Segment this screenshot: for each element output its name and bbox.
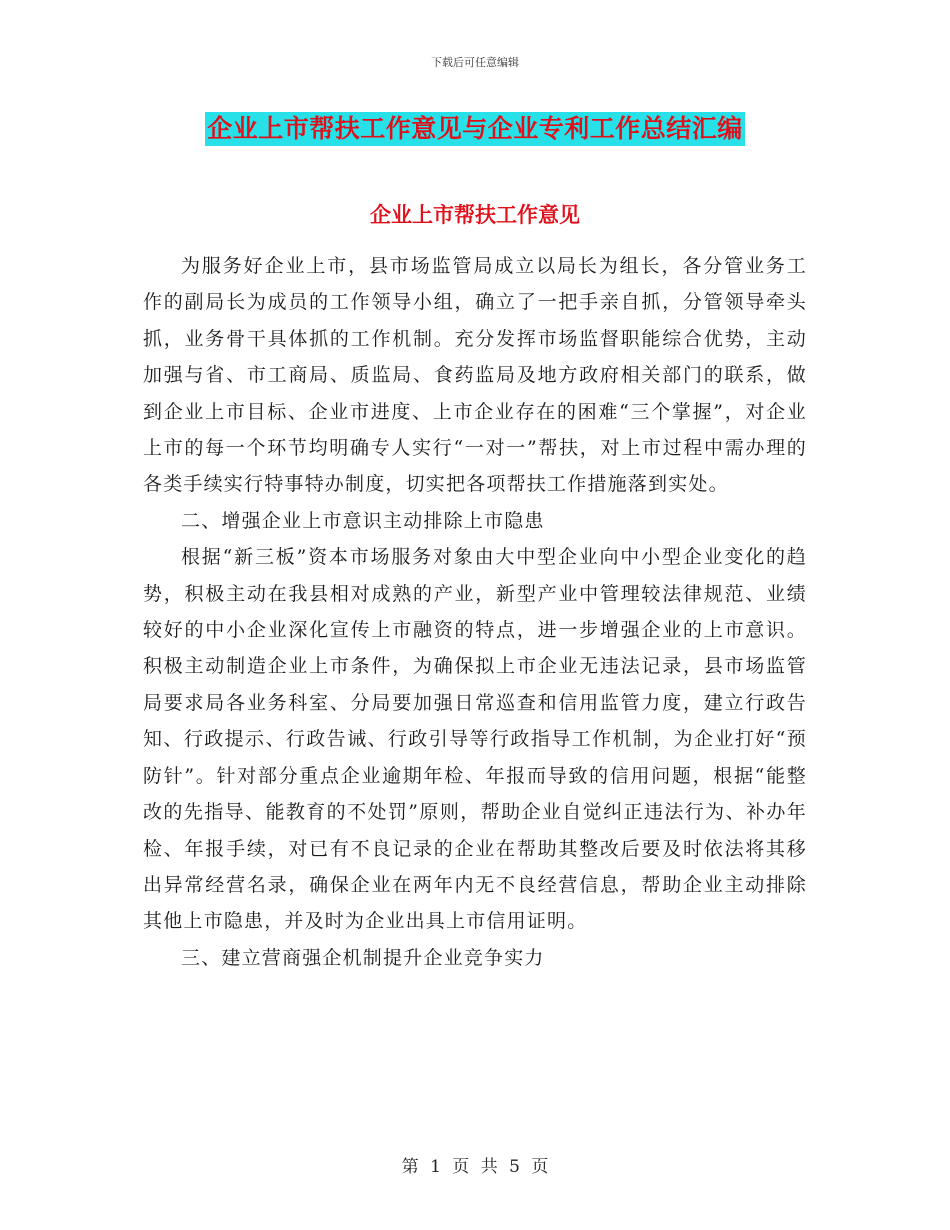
paragraph: 为服务好企业上市，县市场监管局成立以局长为组长，各分管业务工作的副局长为成员的工作领导小组，确立了一把手亲自抓，分管领导牵头抓，业务骨干具体抓的工作机制。充分发挥市场监督职能综合优势，主动加强与省、市工商局、质监局、食药监局及地方政府相关部门的联系，做到企业上市目标、企业市进度、上市企业存在的困难“三个掌握”，对企业上市的每一个环节均明确专人实行“一对一”帮扶，对上市过程中需办理的各类手续实行特事特办制度，切实把各项帮扶工作措施落到实处。	[143, 255, 807, 496]
document-body	[143, 248, 807, 976]
header-note: 下载后可任意编辑	[431, 56, 519, 69]
subheading: 三、建立营商强企机制提升企业竞争实力	[181, 946, 545, 969]
document-title-wrapper	[0, 112, 950, 146]
document-title: 企业上市帮扶工作意见与企业专利工作总结汇编	[205, 112, 745, 146]
page-number: 第 1 页 共 5 页	[401, 1157, 549, 1177]
section-title: 企业上市帮扶工作意见	[370, 202, 580, 227]
paragraph: 根据“新三板”资本市场服务对象由大中型企业向中小型企业变化的趋势，积极主动在我县相对成熟的产业，新型产业中管理较法律规范、业绩较好的中小企业深化宣传上市融资的特点，进一步增强企业的上市意识。积极主动制造企业上市条件，为确保拟上市企业无违法记录，县市场监管局要求局各业务科室、分局要加强日常巡查和信用监管力度，建立行政告知、行政提示、行政告诫、行政引导等行政指导工作机制，为企业打好“预防针”。针对部分重点企业逾期年检、年报而导致的信用问题，根据“能整改的先指导、能教育的不处罚”原则，帮助企业自觉纠正违法行为、补办年检、年报手续，对已有不良记录的企业在帮助其整改后要及时依法将其移出异常经营名录，确保企业在两年内无不良经营信息，帮助企业主动排除其他上市隐患，并及时为企业出具上市信用证明。	[143, 546, 807, 933]
subheading: 二、增强企业上市意识主动排除上市隐患	[181, 509, 545, 532]
